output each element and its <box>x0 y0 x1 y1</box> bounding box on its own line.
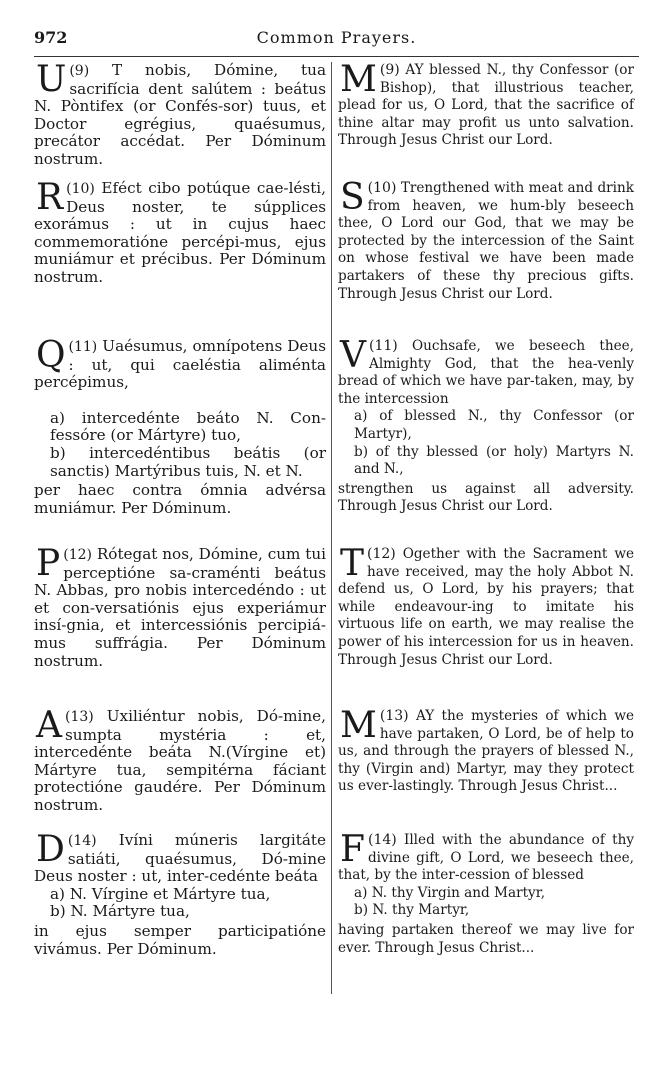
option-a: a) N. Vírgine et Mártyre tua, <box>50 884 271 903</box>
option-a: a) intercedénte beáto N. Con-fessóre (or Mártyre) tuo, <box>50 408 326 445</box>
prayer-text: Ouchsafe, we beseech thee, Almighty God, that the hea-venly bread of which we have par-taken, may, by the intercession <box>338 338 635 407</box>
drop-capital: S <box>340 177 365 218</box>
prayer-text: Illed with the abundance of thy divine gift, O Lord, we beseech thee, that, by the inter-cession of blessed <box>338 832 635 884</box>
prayer-text: Trengthened with meat and drink from heaven, we hum-bly beseech thee, O Lord our God, that we may be protected by the intercession of the Saint on whose festival we have been made partakers of these thy precious gifts. Through Jesus Christ our Lord. <box>338 180 634 302</box>
option-b: b) intercedéntibus beátis (or sanctis) Martýribus tuis, N. et N. <box>50 443 326 480</box>
prayer-text: Rótegat nos, Dómine, cum tui perceptióne sa-craménti beátus N. Abbas, pro nobis intercedéndo : ut et con-versatiónis ejus experiámur insí-gnia, et intercessiónis percipiá-mus suffrágia. Per Dóminum nostrum. <box>34 545 327 670</box>
prayer-ending: strengthen us against all adversity. Through Jesus Christ our Lord. <box>338 480 634 515</box>
prayer-text: AY blessed N., thy Confessor (or Bishop), that illustrious teacher, plead for us, O Lord, that the sacrifice of thine altar may profit us unto salvation. Through Jesus Christ our Lord. <box>338 62 634 149</box>
page-header <box>34 28 639 52</box>
drop-capital: P <box>36 543 61 584</box>
drop-capital: F <box>340 829 365 870</box>
prayer-text: Ivíni múneris largitáte satiáti, quaésumus, Dó-mine Deus noster : ut, inter-cedénte beáta <box>34 831 326 886</box>
latin-prayer-11 <box>34 335 326 517</box>
prayer-number: (14) <box>367 832 397 848</box>
option-b: b) N. Mártyre tua, <box>50 902 190 921</box>
drop-capital: V <box>340 335 366 376</box>
page-number: 972 <box>34 28 68 47</box>
prayer-number: (9) <box>379 62 400 78</box>
english-prayer-11 <box>338 335 635 516</box>
drop-capital: M <box>340 705 377 746</box>
prayer-number: (13) <box>379 708 409 724</box>
latin-prayer-13 <box>34 705 326 815</box>
english-prayer-14 <box>338 829 635 957</box>
option-b: b) N. thy Martyr, <box>354 902 470 919</box>
drop-capital: Q <box>36 335 66 376</box>
option-b: b) of thy blessed (or holy) Martyrs N. and N., <box>354 443 634 478</box>
drop-capital: M <box>340 59 377 100</box>
latin-prayer-12 <box>34 543 327 670</box>
prayer-text: Ogether with the Sacrament we have received, may the holy Abbot N. defend us, O Lord, by his prayers; that while endeavour-ing to imitate his virtuous life on earth, we may realise the power of his intercession for us in heaven. Through Jesus Christ our Lord. <box>338 546 634 668</box>
drop-capital: A <box>36 705 62 746</box>
prayer-number: (12) <box>63 547 92 563</box>
prayer-number: (13) <box>65 709 94 725</box>
option-a: a) N. thy Virgin and Martyr, <box>354 884 546 901</box>
latin-prayer-14 <box>34 829 326 958</box>
english-prayer-10 <box>338 177 634 303</box>
prayer-number: (12) <box>367 546 396 562</box>
english-prayer-13 <box>338 705 634 796</box>
drop-capital: D <box>36 829 65 870</box>
prayer-number: (14) <box>67 833 97 849</box>
prayer-number: (10) <box>367 180 397 196</box>
header-rule <box>34 56 639 57</box>
prayer-text: AY the mysteries of which we have partaken, O Lord, be of help to us, and through the prayers of blessed N., thy (Virgin and) Martyr, may they protect us ever-lastingly. Through Jesus Christ... <box>338 708 634 795</box>
prayer-ending: per haec contra ómnia advérsa muniámur. Per Dóminum. <box>34 481 326 517</box>
drop-capital: T <box>340 543 365 584</box>
prayer-text: T nobis, Dómine, tua sacrifícia dent salútem : beátus N. Pòntifex (or Confés-sor) tuus, et Doctor egrégius, quaésumus, precátor accédat. Per Dóminum nostrum. <box>34 61 326 168</box>
latin-prayer-10 <box>34 177 326 287</box>
option-a: a) of blessed N., thy Confessor (or Martyr), <box>354 408 634 442</box>
prayer-text: Eféct cibo potúque cae-lésti, Deus noster, te súpplices exorámus : ut in cujus haec commemoratióne percépi-mus, ejus muniámur et précibus. Per Dóminum nostrum. <box>34 179 326 286</box>
english-prayer-12 <box>338 543 634 669</box>
drop-capital: U <box>36 59 67 100</box>
prayer-number: (9) <box>69 63 90 79</box>
drop-capital: R <box>36 177 64 218</box>
prayer-ending: in ejus semper participatióne vivámus. Per Dóminum. <box>34 921 326 958</box>
english-prayer-9 <box>338 59 634 150</box>
prayer-text: Uaésumus, omnípotens Deus : ut, qui caeléstia aliménta percépimus, <box>34 337 326 392</box>
prayer-number: (10) <box>66 181 95 197</box>
prayer-number: (11) <box>369 338 398 354</box>
prayer-text: Uxiliéntur nobis, Dó-mine, sumpta mystéria : et, intercedénte beáta N.(Vírgine et) Mártyre tua, sempitérna fáciant protectióne gaudére. Per Dóminum nostrum. <box>34 707 326 814</box>
prayer-number: (11) <box>68 339 98 355</box>
prayer-ending: having partaken thereof we may live for ever. Through Jesus Christ... <box>338 921 634 956</box>
column-divider <box>331 62 332 994</box>
latin-prayer-9 <box>34 59 326 169</box>
page-title: Common Prayers. <box>256 28 417 47</box>
